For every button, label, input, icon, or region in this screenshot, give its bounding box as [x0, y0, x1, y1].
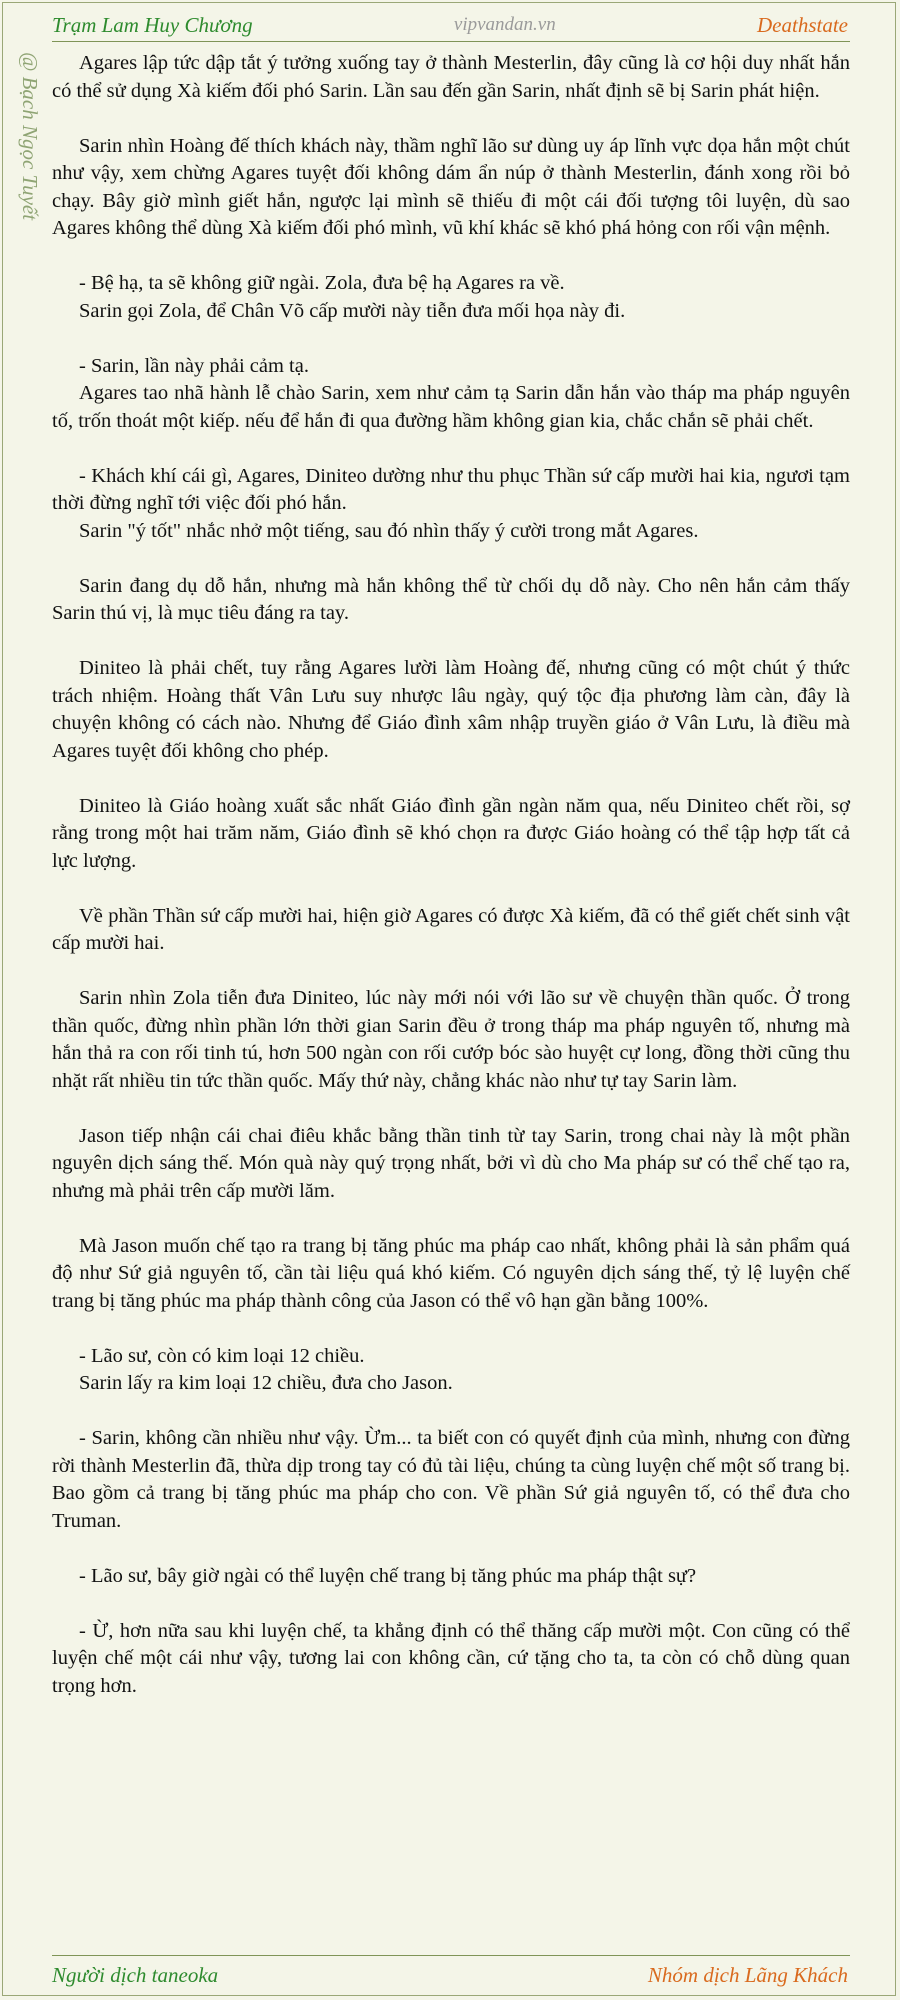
paragraph: Diniteo là Giáo hoàng xuất sắc nhất Giáo đình gần ngàn năm qua, nếu Diniteo chết rồi, sợ rằng trong một hai trăm năm, Giáo đình sẽ khó chọn ra được Giáo hoàng có thể tập hợp tất cả lực lượng. [52, 794, 850, 872]
story-text [52, 50, 850, 1700]
dialogue-line: - Sarin, không cần nhiều như vậy. Ừm... ta biết con có quyết định của mình, nhưng con đừng rời thành Mesterlin đã, thừa dịp trong tay có đủ tài liệu, chúng ta cùng luyện chế một số trang bị. Bao gồm cả trang bị tăng phúc ma pháp cho con. Về phần Sứ giả nguyên tố, có thể đưa cho Truman. [52, 1427, 850, 1532]
paragraph: Về phần Thần sứ cấp mười hai, hiện giờ Agares có được Xà kiếm, đã có thể giết chết sinh vật cấp mười hai. [52, 904, 850, 954]
header-forum-name: Trạm Lam Huy Chương [52, 12, 253, 37]
dialogue-line: - Sarin, lần này phải cảm tạ. [79, 354, 309, 377]
paragraph: Diniteo là phải chết, tuy rằng Agares lười làm Hoàng đế, nhưng cũng có một chút ý thức trách nhiệm. Hoàng thất Vân Lưu suy nhược lâu ngày, quý tộc địa phương làm càn, đây là chuyện không có cách nào. Nhưng để Giáo đình xâm nhập truyền giáo ở Vân Lưu, là điều mà Agares tuyệt đối không cho phép. [52, 657, 850, 762]
footer-group: Nhóm dịch Lãng Khách [647, 1962, 848, 1987]
footer-translator: Người dịch taneoka [52, 1962, 219, 1987]
paragraph: Sarin đang dụ dỗ hắn, nhưng mà hắn không thể từ chối dụ dỗ này. Cho nên hắn cảm thấy Sarin thú vị, là mục tiêu đáng ra tay. [52, 574, 850, 624]
paragraph: Sarin lấy ra kim loại 12 chiều, đưa cho Jason. [79, 1372, 453, 1394]
paragraph: Agares tao nhã hành lễ chào Sarin, xem như cảm tạ Sarin dẫn hắn vào tháp ma pháp nguyên tố, trốn thoát một kiếp. nếu để hắn đi qua đường hầm không gian kia, chắc chắn sẽ phải chết. [52, 382, 850, 432]
dialogue-line: - Lão sư, còn có kim loại 12 chiều. [79, 1344, 365, 1367]
header-uploader: Deathstate [757, 12, 848, 37]
dialogue-line: - Lão sư, bây giờ ngài có thể luyện chế trang bị tăng phúc ma pháp thật sự? [79, 1564, 697, 1587]
footer-divider [52, 1955, 850, 1956]
dialogue-line: - Bệ hạ, ta sẽ không giữ ngài. Zola, đưa bệ hạ Agares ra về. [79, 272, 565, 294]
header-divider [52, 41, 850, 42]
page-footer [52, 1958, 848, 1992]
paragraph: Mà Jason muốn chế tạo ra trang bị tăng phúc ma pháp cao nhất, không phải là sản phẩm quá độ như Sứ giả nguyên tố, cần tài liệu quá khó kiếm. Có nguyên dịch sáng thế, tỷ lệ luyện chế trang bị tăng phúc ma pháp thành công của Jason có thể vô hạn gần bằng 100%. [52, 1234, 850, 1312]
dialogue-line: - Ừ, hơn nữa sau khi luyện chế, ta khẳng định có thể thăng cấp mười một. Con cũng có thể luyện chế một cái như vậy, tương lai con không cần, cứ tặng cho ta, ta còn có chỗ dùng quan trọng hơn. [52, 1619, 850, 1697]
dialogue-line: - Khách khí cái gì, Agares, Diniteo dường như thu phục Thần sứ cấp mười hai kia, ngươi tạm thời đừng nghĩ tới việc đối phó hắn. [52, 464, 850, 514]
paragraph: Agares lập tức dập tắt ý tưởng xuống tay ở thành Mesterlin, đây cũng là cơ hội duy nhất hắn có thể sử dụng Xà kiếm đối phó Sarin. Lần sau đến gần Sarin, nhất định sẽ bị Sarin phát hiện. [52, 52, 850, 102]
paragraph: Sarin gọi Zola, để Chân Võ cấp mười này tiễn đưa mối họa này đi. [79, 299, 626, 322]
header-site-name: vipvandan.vn [453, 14, 556, 35]
paragraph: Sarin nhìn Hoàng đế thích khách này, thầm nghĩ lão sư dùng uy áp lĩnh vực dọa hắn một chút như vậy, xem chừng Agares tuyệt đối không dám ẩn núp ở thành Mesterlin, đánh xong rồi bỏ chạy. Bây giờ mình giết hắn, ngược lại mình sẽ thiếu đi một cái đối tượng tôi luyện, dù sao Agares không thể dùng Xà kiếm đối phó mình, vũ khí khác sẽ khó phá hỏng con rối vận mệnh. [52, 134, 850, 239]
paragraph: Sarin "ý tốt" nhắc nhở một tiếng, sau đó nhìn thấy ý cười trong mắt Agares. [79, 519, 699, 542]
page-header [52, 8, 848, 42]
paragraph: Jason tiếp nhận cái chai điêu khắc bằng thần tinh từ tay Sarin, trong chai này là một phần nguyên dịch sáng thế. Món quà này quý trọng nhất, bởi vì dù cho Ma pháp sư có thể chế tạo ra, nhưng mà phải trên cấp mười lăm. [52, 1124, 850, 1202]
side-watermark: @ Bạch Ngọc Tuyết [18, 52, 42, 221]
paragraph: Sarin nhìn Zola tiễn đưa Diniteo, lúc này mới nói với lão sư về chuyện thần quốc. Ở trong thần quốc, đừng nhìn phần lớn thời gian Sarin đều ở trong tháp ma pháp nguyên tố, nhưng mà hắn thả ra con rối tinh tú, hơn 500 ngàn con rối cướp bóc sào huyệt cự long, đồng thời cũng thu nhặt rất nhiều tin tức thần quốc. Mấy thứ này, chẳng khác nào như tự tay Sarin làm. [52, 987, 850, 1092]
